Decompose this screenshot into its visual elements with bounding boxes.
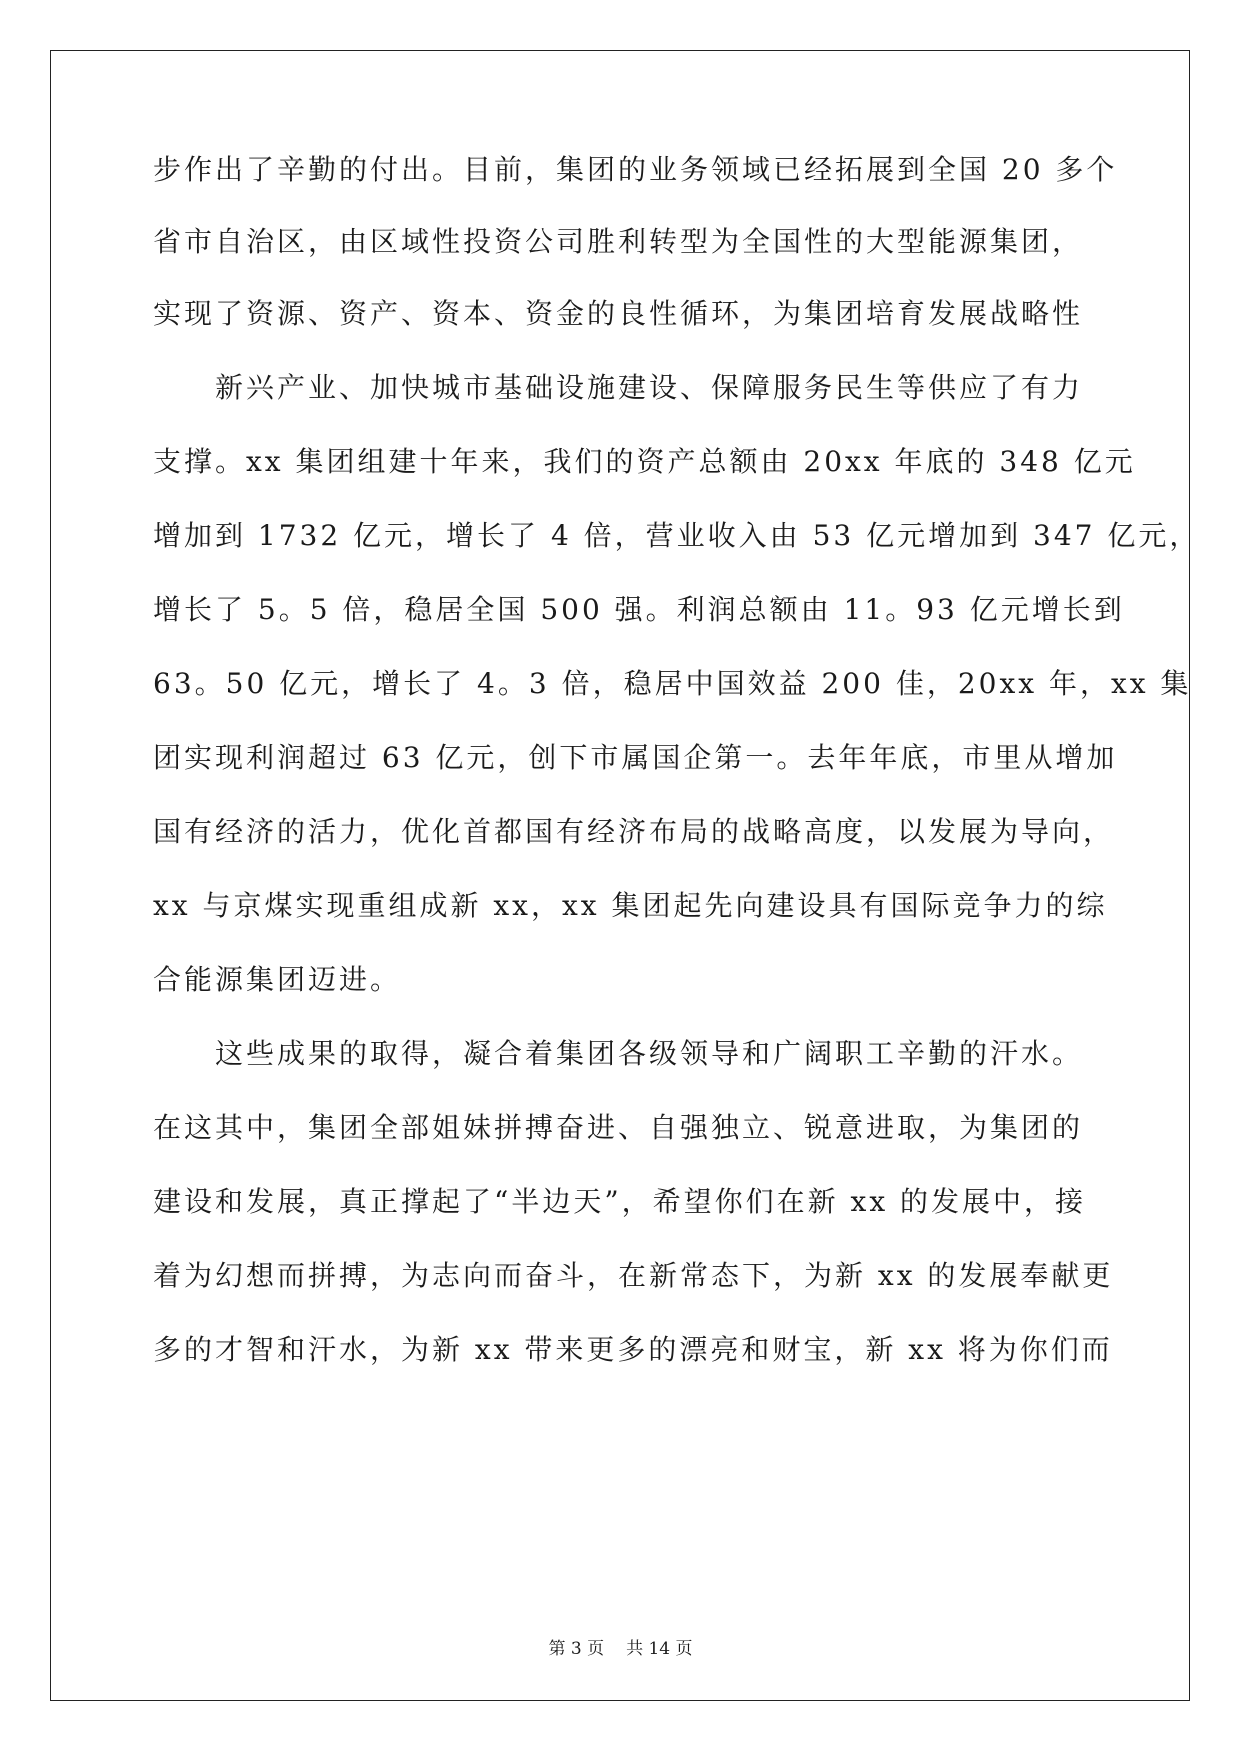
text-line: 多的才智和汗水，为新 xx 带来更多的漂亮和财宝，新 xx 将为你们而 bbox=[153, 1333, 1113, 1366]
text-line: 步作出了辛勤的付出。目前，集团的业务领域已经拓展到全国 20 多个 bbox=[153, 153, 1118, 186]
text-line: 增长了 5。5 倍，稳居全国 500 强。利润总额由 11。93 亿元增长到 bbox=[153, 593, 1125, 626]
text-line: 新兴产业、加快城市基础设施建设、保障服务民生等供应了有力 bbox=[215, 371, 1084, 404]
text-line: 在这其中，集团全部姐妹拼搏奋进、自强独立、锐意进取，为集团的 bbox=[153, 1111, 1084, 1144]
text-line: 支撑。xx 集团组建十年来，我们的资产总额由 20xx 年底的 348 亿元 bbox=[153, 445, 1136, 478]
page-number: 第 3 页 bbox=[548, 1639, 605, 1659]
text-line: xx 与京煤实现重组成新 xx，xx 集团起先向建设具有国际竞争力的综 bbox=[153, 889, 1108, 922]
text-line: 省市自治区，由区域性投资公司胜利转型为全国性的大型能源集团， bbox=[153, 225, 1084, 258]
text-line: 这些成果的取得，凝合着集团各级领导和广阔职工辛勤的汗水。 bbox=[215, 1037, 1084, 1070]
text-line: 建设和发展，真正撑起了“半边天”，希望你们在新 xx 的发展中，接 bbox=[153, 1185, 1087, 1218]
text-line: 国有经济的活力，优化首都国有经济布局的战略高度，以发展为导向， bbox=[153, 815, 1115, 848]
text-line: 团实现利润超过 63 亿元，创下市属国企第一。去年年底，市里从增加 bbox=[153, 741, 1118, 774]
text-line: 63。50 亿元，增长了 4。3 倍，稳居中国效益 200 佳，20xx 年，xx 集 bbox=[153, 667, 1192, 700]
page-footer bbox=[0, 1637, 1241, 1661]
text-line: 增加到 1732 亿元，增长了 4 倍，营业收入由 53 亿元增加到 347 亿元， bbox=[153, 519, 1201, 552]
text-line: 着为幻想而拼搏，为志向而奋斗，在新常态下，为新 xx 的发展奉献更 bbox=[153, 1259, 1114, 1292]
text-line: 合能源集团迈进。 bbox=[153, 963, 402, 996]
page-total: 共 14 页 bbox=[626, 1639, 693, 1659]
text-line: 实现了资源、资产、资本、资金的良性循环，为集团培育发展战略性 bbox=[153, 297, 1084, 330]
